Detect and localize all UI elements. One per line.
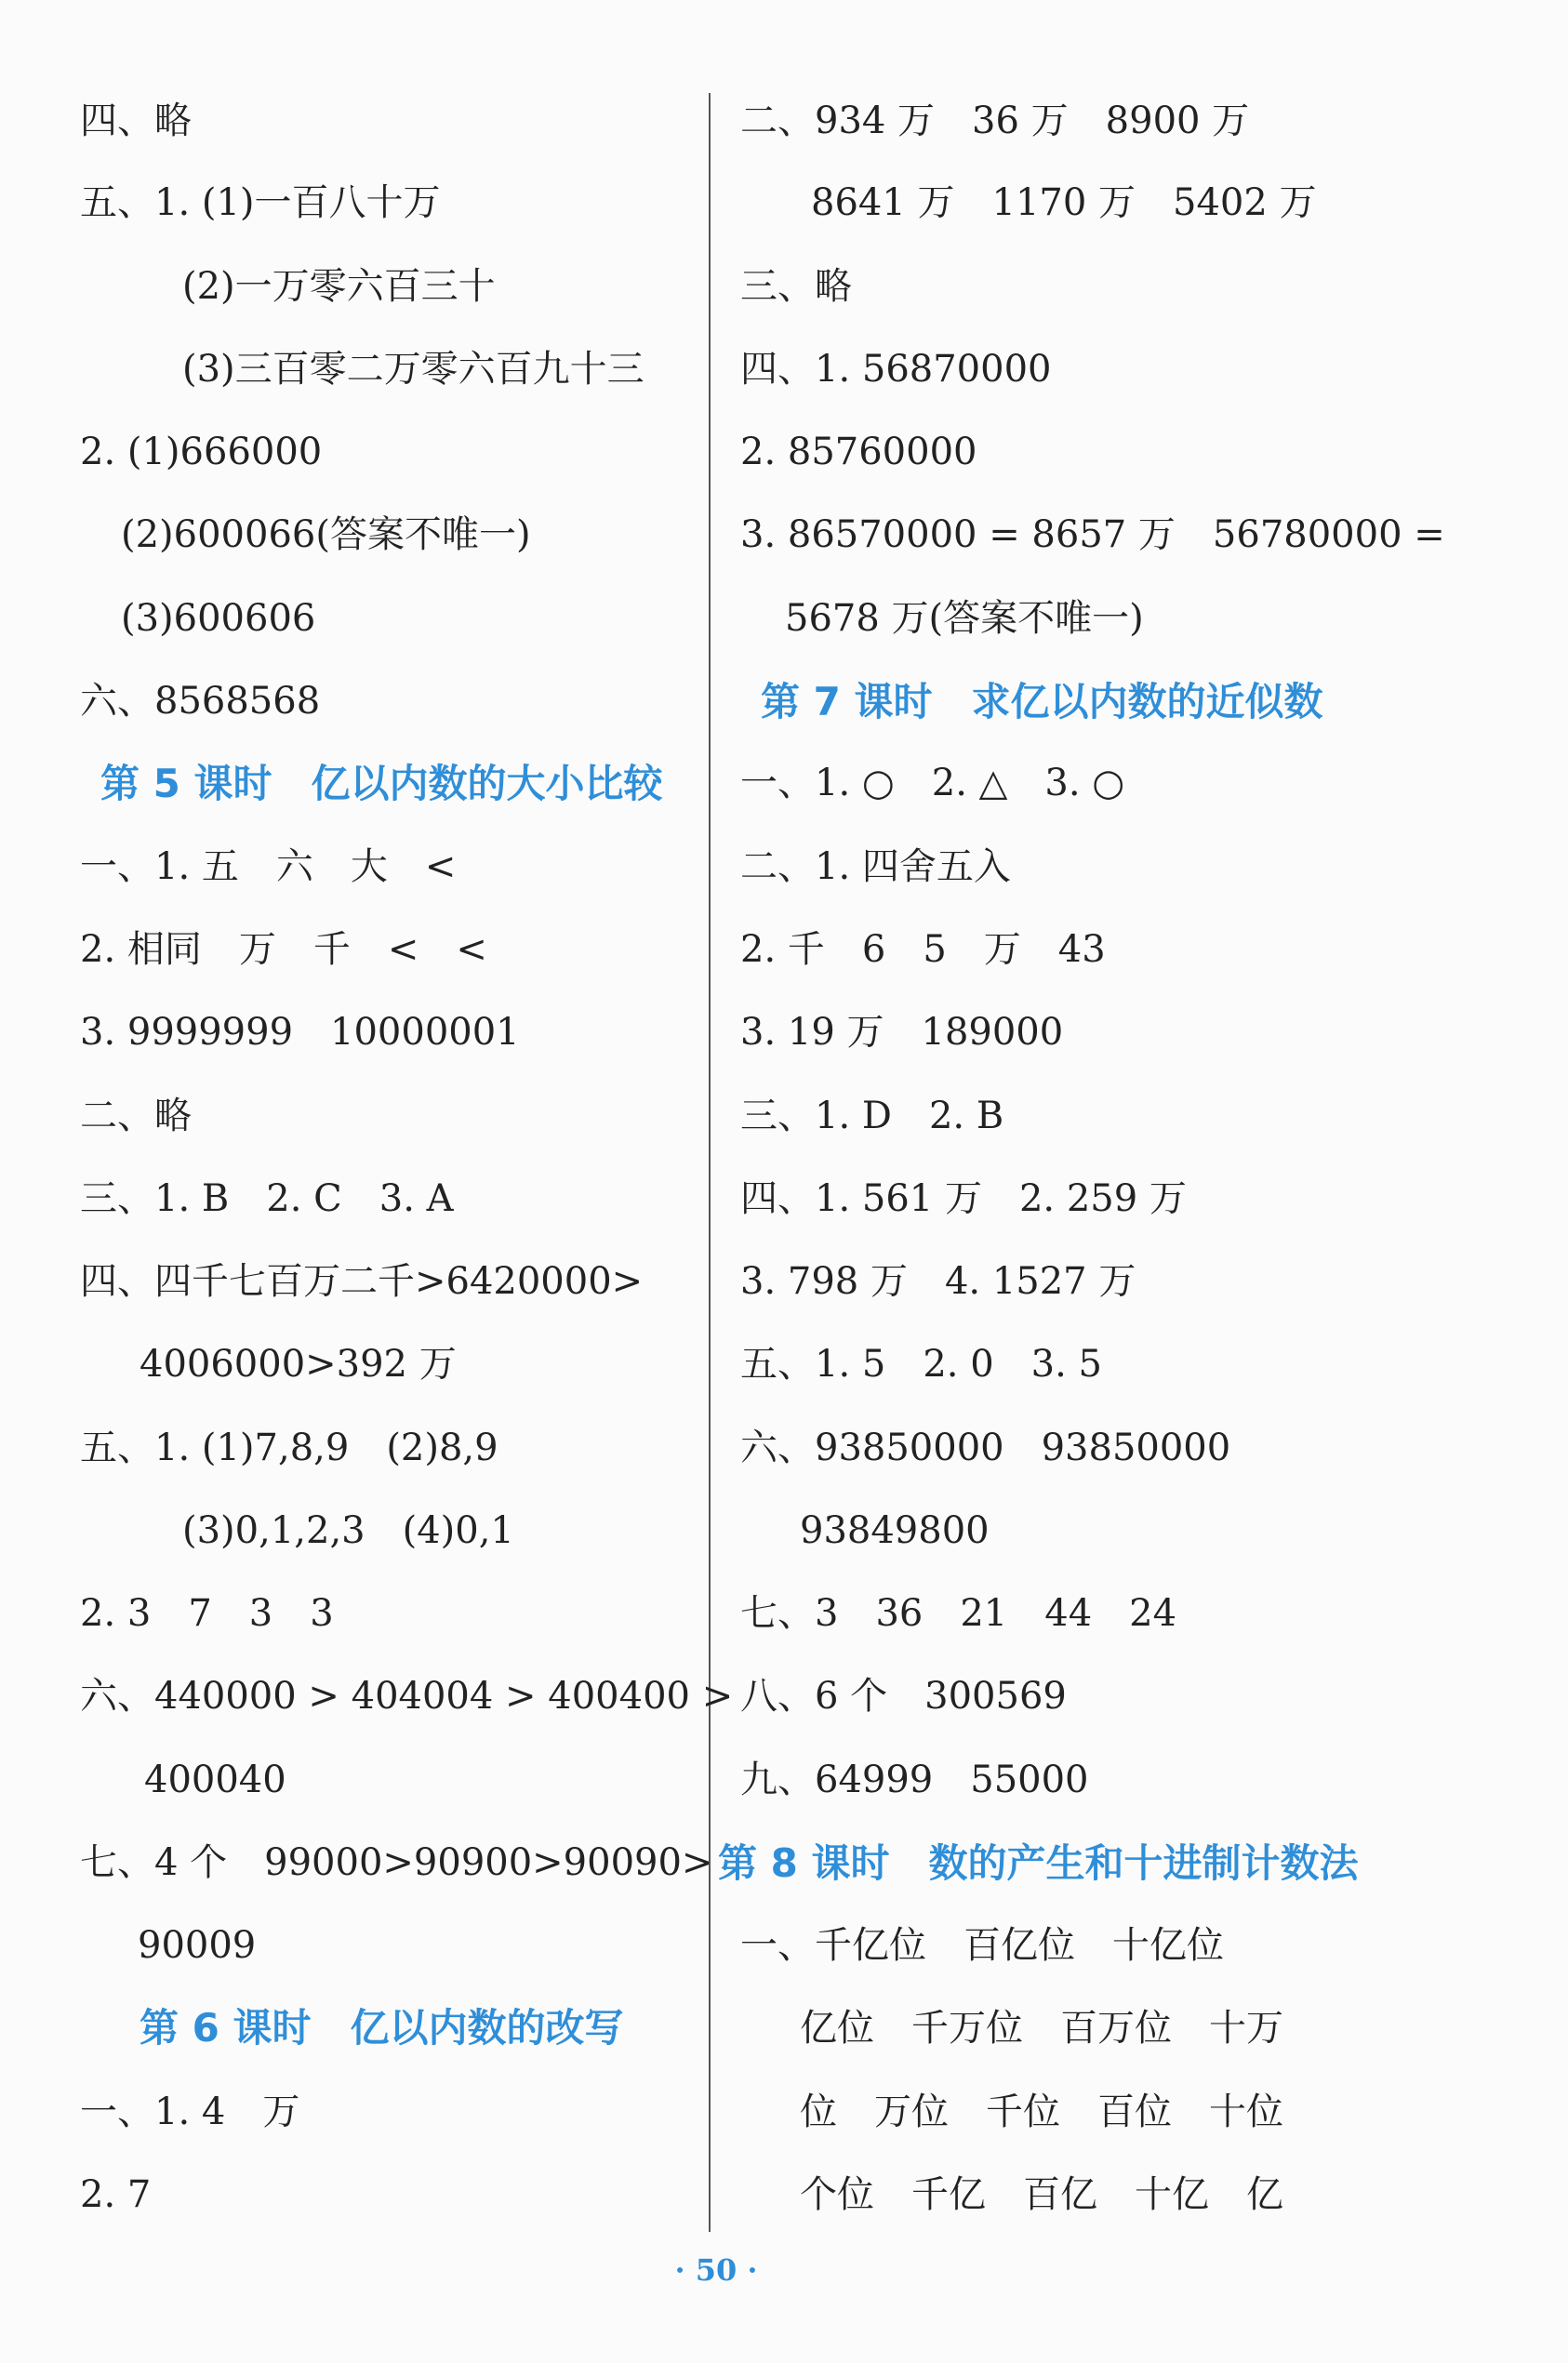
answer-line: 三、1. D 2. B	[740, 1095, 1004, 1137]
answer-line: 一、千亿位 百亿位 十亿位	[740, 1924, 1224, 1967]
answer-line: 八、6 个 300569	[740, 1675, 1067, 1718]
answer-line: 2. 千 6 5 万 43	[740, 928, 1106, 971]
answer-line: 六、93850000 93850000	[740, 1427, 1231, 1469]
section-heading: 第 5 课时 亿以内数的大小比较	[100, 761, 663, 806]
answer-line: 三、略	[740, 265, 852, 308]
answer-line: 六、8568568	[80, 680, 321, 723]
answer-line: 8641 万 1170 万 5402 万	[811, 181, 1317, 224]
answer-line: (3)0,1,2,3 (4)0,1	[182, 1509, 514, 1552]
answer-line: 3. 19 万 189000	[740, 1011, 1064, 1054]
answer-line: 一、1. 4 万	[80, 2091, 300, 2133]
answer-line: 七、4 个 99000>90900>90090>	[80, 1841, 713, 1884]
answer-line: 五、1. 5 2. 0 3. 5	[740, 1343, 1102, 1386]
page-number: · 50 ·	[674, 2252, 758, 2288]
answer-line: 四、1. 56870000	[740, 348, 1052, 391]
answer-line: 二、略	[80, 1095, 192, 1137]
answer-line: 七、3 36 21 44 24	[740, 1592, 1177, 1635]
answer-line: 位 万位 千位 百位 十位	[800, 2091, 1283, 2133]
answer-line: 2. 7	[80, 2173, 152, 2216]
answer-line: (3)600606	[121, 597, 316, 640]
answer-line: 五、1. (1)一百八十万	[80, 181, 441, 224]
answer-line: 六、440000 > 404004 > 400400 >	[80, 1675, 734, 1718]
answer-line: 2. 85760000	[740, 431, 977, 473]
answer-line: 五、1. (1)7,8,9 (2)8,9	[80, 1427, 498, 1469]
answer-line: 2. 3 7 3 3	[80, 1592, 334, 1635]
answer-line: 3. 86570000 = 8657 万 56780000 =	[740, 513, 1445, 556]
answer-line: 二、1. 四舍五入	[740, 845, 1011, 888]
answer-line: 2. 相同 万 千 < <	[80, 928, 487, 971]
answer-line: (2)一万零六百三十	[182, 265, 496, 308]
column-divider	[709, 93, 711, 2232]
answer-line: (2)600066(答案不唯一)	[121, 513, 531, 556]
section-heading: 第 7 课时 求亿以内数的近似数	[761, 679, 1323, 724]
answer-line: 4006000>392 万	[140, 1343, 457, 1386]
answer-line: 2. (1)666000	[80, 431, 323, 473]
answer-line: 90009	[138, 1924, 257, 1967]
answer-line: 二、934 万 36 万 8900 万	[740, 100, 1250, 142]
answer-line: (3)三百零二万零六百九十三	[182, 348, 644, 391]
answer-line: 一、1. ○ 2. △ 3. ○	[740, 762, 1125, 804]
section-heading: 第 8 课时 数的产生和十进制计数法	[718, 1840, 1359, 1886]
answer-line: 一、1. 五 六 大 <	[80, 845, 457, 888]
answer-line: 四、略	[80, 100, 192, 142]
answer-line: 400040	[144, 1759, 286, 1801]
answer-line: 3. 798 万 4. 1527 万	[740, 1260, 1136, 1303]
answer-line: 三、1. B 2. C 3. A	[80, 1177, 454, 1220]
answer-line: 93849800	[800, 1509, 990, 1552]
answer-line: 九、64999 55000	[740, 1759, 1089, 1801]
answer-line: 个位 千亿 百亿 十亿 亿	[800, 2173, 1283, 2216]
answer-line: 四、四千七百万二千>6420000>	[80, 1260, 644, 1303]
answer-line: 3. 9999999 10000001	[80, 1011, 520, 1054]
answer-line: 亿位 千万位 百万位 十万	[800, 2007, 1283, 2050]
answer-line: 四、1. 561 万 2. 259 万	[740, 1177, 1187, 1220]
answer-line: 5678 万(答案不唯一)	[785, 597, 1144, 640]
section-heading: 第 6 课时 亿以内数的改写	[140, 2005, 624, 2051]
